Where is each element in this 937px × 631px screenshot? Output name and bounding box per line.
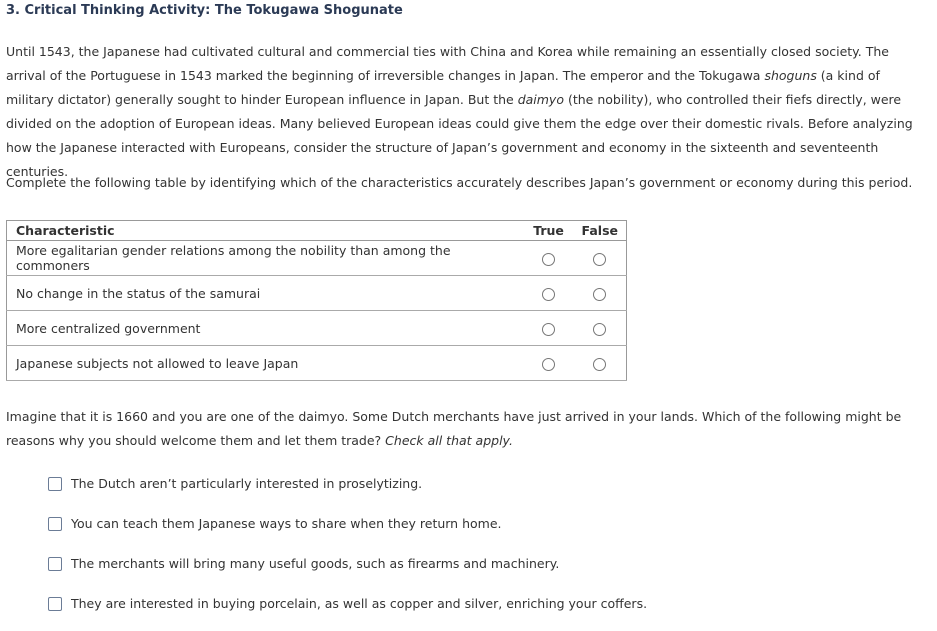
checkbox[interactable]: [48, 517, 62, 531]
activity-title: 3. Critical Thinking Activity: The Tokugawa Shogunate: [6, 3, 403, 18]
true-radio[interactable]: [542, 323, 555, 336]
checkbox[interactable]: [48, 477, 62, 491]
characteristic-label: Japanese subjects not allowed to leave Japan: [7, 346, 524, 381]
table-instruction: Complete the following table by identifying which of the characteristics accurately describes Japan’s government or economy during this period.: [6, 175, 913, 190]
characteristic-label: More egalitarian gender relations among the nobility than among the commoners: [7, 241, 524, 276]
question-hint: Check all that apply.: [385, 433, 513, 448]
false-radio[interactable]: [593, 288, 606, 301]
daimyo-term: daimyo: [517, 92, 564, 107]
option-useful-goods[interactable]: [48, 556, 559, 571]
true-radio[interactable]: [542, 253, 555, 266]
option-buying-porcelain[interactable]: [48, 596, 647, 611]
checkbox[interactable]: [48, 557, 62, 571]
option-label: The Dutch aren’t particularly interested in proselytizing.: [71, 476, 423, 491]
true-radio[interactable]: [542, 358, 555, 371]
shoguns-term: shoguns: [764, 68, 817, 83]
checkbox[interactable]: [48, 597, 62, 611]
table-row: [7, 276, 627, 311]
false-radio[interactable]: [593, 358, 606, 371]
option-teach-japanese-ways[interactable]: [48, 516, 502, 531]
table-row: [7, 311, 627, 346]
true-radio[interactable]: [542, 288, 555, 301]
true-header: True: [524, 221, 574, 241]
dutch-question: Imagine that it is 1660 and you are one of the daimyo. Some Dutch merchants have just arrived in your lands. Which of the following might be reasons why you should welcome them and let them trade? Check all that apply.: [6, 409, 902, 448]
table-row: [7, 241, 627, 276]
false-radio[interactable]: [593, 253, 606, 266]
characteristic-header: Characteristic: [7, 221, 524, 241]
option-label: The merchants will bring many useful goods, such as firearms and machinery.: [71, 556, 560, 571]
option-proselytizing[interactable]: [48, 476, 422, 491]
option-label: You can teach them Japanese ways to share when they return home.: [71, 516, 502, 531]
table-row: [7, 346, 627, 381]
characteristic-label: No change in the status of the samurai: [7, 276, 524, 311]
characteristics-table: [6, 220, 627, 381]
table-header-row: [7, 221, 627, 241]
false-radio[interactable]: [593, 323, 606, 336]
intro-paragraph: Until 1543, the Japanese had cultivated cultural and commercial ties with China and Korea while remaining an essentially closed society. The arrival of the Portuguese in 1543 marked the beginning of irreversible changes in Japan. The emperor and the Tokugawa shoguns (a kind of military dictator) generally sought to hinder European influence in Japan. But the daimyo (the nobility), who controlled their fiefs directly, were divided on the adoption of European ideas. Many believed European ideas could give them the edge over their domestic rivals. Before analyzing how the Japanese interacted with Europeans, consider the structure of Japan’s government and economy in the sixteenth and seventeenth centuries.: [6, 44, 913, 179]
false-header: False: [574, 221, 627, 241]
option-label: They are interested in buying porcelain, as well as copper and silver, enriching your coffers.: [71, 596, 648, 611]
characteristic-label: More centralized government: [7, 311, 524, 346]
